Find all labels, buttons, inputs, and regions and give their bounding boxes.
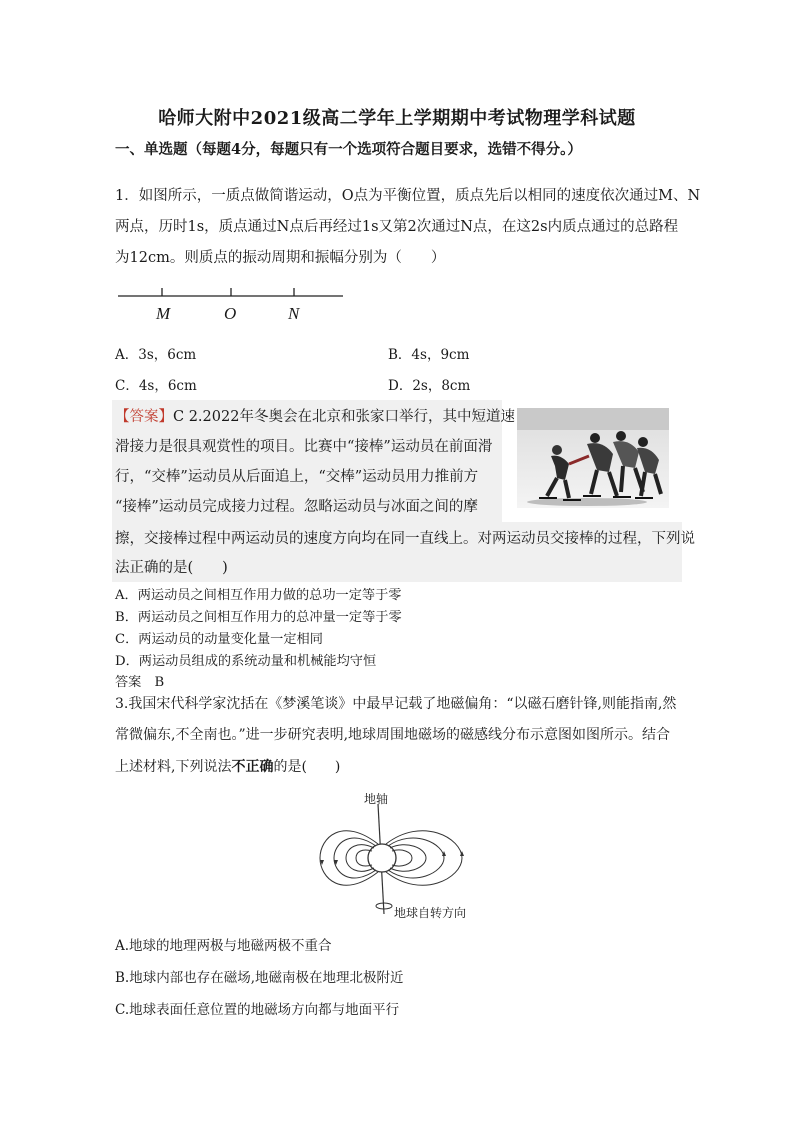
q3-line-3-pre: 上述材料,下列说法 [115, 759, 232, 775]
q2-line-4: “接棒”运动员完成接力过程。忽略运动员与冰面之间的摩 [115, 499, 478, 515]
q3-line-3 [115, 756, 340, 776]
q2-line-3: 行，“交棒”运动员从后面追上，“交棒”运动员用力推前方 [115, 469, 479, 485]
q2-answer: 答案 B [115, 675, 165, 690]
q3-option-b: B.地球内部也存在磁场,地磁南极在地理北极附近 [115, 970, 404, 986]
q2-option-b: B．两运动员之间相互作用力的总冲量一定等于零 [115, 610, 402, 625]
q2-option-d: D．两运动员组成的系统动量和机械能均守恒 [115, 654, 377, 669]
q3-option-c: C.地球表面任意位置的地磁场方向都与地面平行 [115, 1002, 400, 1018]
q3-line-3-post: 的是( ) [273, 759, 341, 775]
label-m: M [156, 304, 171, 323]
answer-tag: 【答案】 [115, 409, 173, 425]
section-heading: 一、单选题（每题4分，每题只有一个选项符合题目要求，选错不得分。） [115, 141, 582, 158]
q1-line-3: 为12cm。则质点的振动周期和振幅分别为（ ） [115, 250, 446, 266]
q1-option-a: A．3s，6cm [115, 347, 197, 363]
label-o: O [224, 304, 237, 323]
page-title: 哈师大附中2021级高二学年上学期期中考试物理学科试题 [158, 108, 636, 129]
speed-skating-photo [517, 408, 669, 508]
q3-line-2: 常微偏东,不全南也。”进一步研究表明,地球周围地磁场的磁感线分布示意图如图所示。结合 [115, 727, 671, 743]
label-earth-axis: 地轴 [364, 792, 389, 806]
q1-option-b: B．4s，9cm [388, 347, 470, 363]
q1-line-1: 1．如图所示，一质点做简谐运动，O点为平衡位置，质点先后以相同的速度依次通过M、N [115, 188, 701, 204]
q1-option-d: D．2s，8cm [388, 378, 471, 394]
label-n: N [288, 304, 300, 323]
q2-line-2: 滑接力是很具观赏性的项目。比赛中“接棒”运动员在前面滑 [115, 439, 493, 455]
q2-line-1-text: C 2.2022年冬奥会在北京和张家口举行，其中短道速 [173, 409, 515, 425]
q2-line-1 [115, 405, 515, 426]
q1-line-2: 两点，历时1s，质点通过N点后再经过1s又第2次通过N点，在这2s内质点通过的总路程 [115, 219, 679, 235]
q3-line-1: 3.我国宋代科学家沈括在《梦溪笔谈》中最早记载了地磁偏角：“以磁石磨针锋,则能指南,然 [115, 696, 677, 712]
q2-line-6: 法正确的是( ) [115, 560, 228, 576]
q3-line-3-emphasis: 不正确 [231, 759, 274, 775]
q2-option-a: A．两运动员之间相互作用力做的总功一定等于零 [115, 588, 402, 603]
q1-option-c: C．4s，6cm [115, 378, 197, 394]
q2-option-c: C．两运动员的动量变化量一定相同 [115, 632, 323, 647]
label-earth-rotation: 地球自转方向 [394, 906, 467, 920]
q2-line-5: 擦，交接棒过程中两运动员的速度方向均在同一直线上。对两运动员交接棒的过程，下列说 [115, 531, 695, 547]
q3-option-a: A.地球的地理两极与地磁两极不重合 [115, 938, 332, 954]
